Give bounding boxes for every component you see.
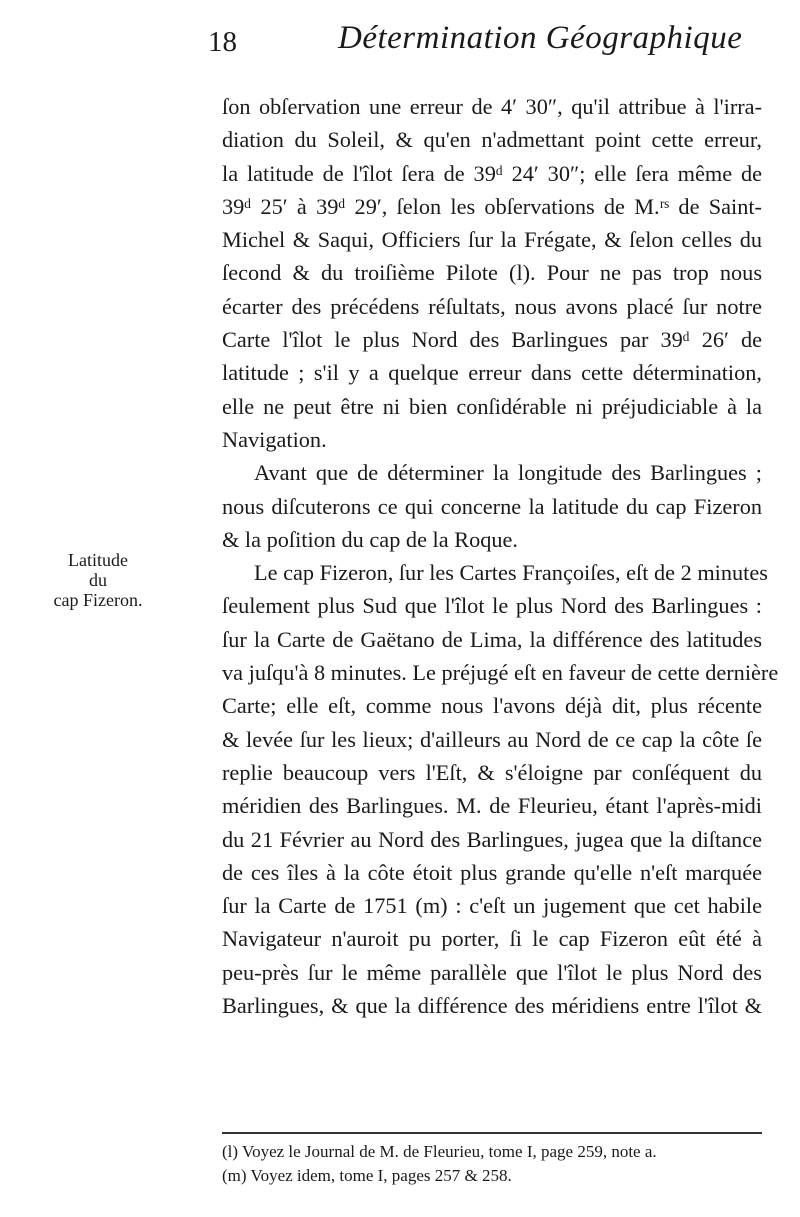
text-line: Navigateur n'auroit pu porter, ſi le cap Fizeron eût été à [222,926,762,952]
text-line: Avant que de déterminer la longitude des Barlingues ; [254,460,762,486]
text-line: du 21 Février au Nord des Barlingues, jugea que la diſtance [222,826,762,852]
text-line: méridien des Barlingues. M. de Fleurieu, étant l'après-midi [222,793,762,819]
footnote-l: (l) Voyez le Journal de M. de Fleurieu, tome I, page 259, note a. [222,1142,657,1161]
text-line: Carte l'îlot le plus Nord des Barlingues par 39ᵈ 26′ de [222,327,762,353]
text-line: Navigation. [222,426,327,452]
text-line: ſeulement plus Sud que l'îlot le plus Nord des Barlingues : [222,593,762,619]
text-line: Michel & Saqui, Officiers ſur la Frégate, & ſelon celles du [222,227,762,253]
running-title: Détermination Géographique [338,20,743,56]
text-line: ſur la Carte de 1751 (m) : c'eſt un jugement que cet habile [222,893,762,919]
page-number: 18 [208,26,237,58]
text-line: peu-près ſur le même parallèle que l'îlot le plus Nord des [222,959,762,985]
margin-note-line: cap Fizeron. [53,590,143,610]
text-line: latitude ; s'il y a quelque erreur dans cette détermination, [222,360,762,386]
text-line: écarter des précédens réſultats, nous avons placé ſur notre [222,293,762,319]
text-line: de ces îles à la côte étoit plus grande qu'elle n'eſt marquée [222,859,762,885]
body-text [222,90,779,1022]
text-line: Barlingues, & que la différence des méridiens entre l'îlot & [222,993,762,1019]
margin-note [38,550,158,610]
text-line: & levée ſur les lieux; d'ailleurs au Nord de ce cap la côte ſe [222,726,762,752]
page-header [208,20,768,70]
text-line: nous diſcuterons ce qui concerne la latitude du cap Fizeron [222,493,762,519]
text-line: ſur la Carte de Gaëtano de Lima, la différence des latitudes [222,626,762,652]
footnote-m: (m) Voyez idem, tome I, pages 257 & 258. [222,1166,512,1185]
text-line: ſecond & du troiſième Pilote (l). Pour ne pas trop nous [222,260,762,286]
text-line: Le cap Fizeron, ſur les Cartes Françoiſes, eſt de 2 minutes [254,560,768,586]
margin-note-line: du [89,570,107,590]
text-line: & la poſition du cap de la Roque. [222,526,518,552]
text-line: elle ne peut être ni bien conſidérable ni préjudiciable à la [222,393,762,419]
footnotes [222,1140,762,1188]
text-line: ſon obſervation une erreur de 4′ 30″, qu'il attribue à l'irra- [222,94,762,119]
footnote-divider [222,1132,762,1134]
text-line: la latitude de l'îlot ſera de 39ᵈ 24′ 30″; elle ſera même de [222,160,762,186]
margin-note-line: Latitude [68,550,128,570]
text-line: Carte; elle eſt, comme nous l'avons déjà dit, plus récente [222,693,762,719]
text-line: diation du Soleil, & qu'en n'admettant point cette erreur, [222,127,762,153]
text-line: va juſqu'à 8 minutes. Le préjugé eſt en faveur de cette dernière [222,660,779,686]
text-line: 39ᵈ 25′ à 39ᵈ 29′, ſelon les obſervations de M.ʳˢ de Saint- [222,193,762,219]
text-line: replie beaucoup vers l'Eſt, & s'éloigne par conſéquent du [222,759,762,785]
